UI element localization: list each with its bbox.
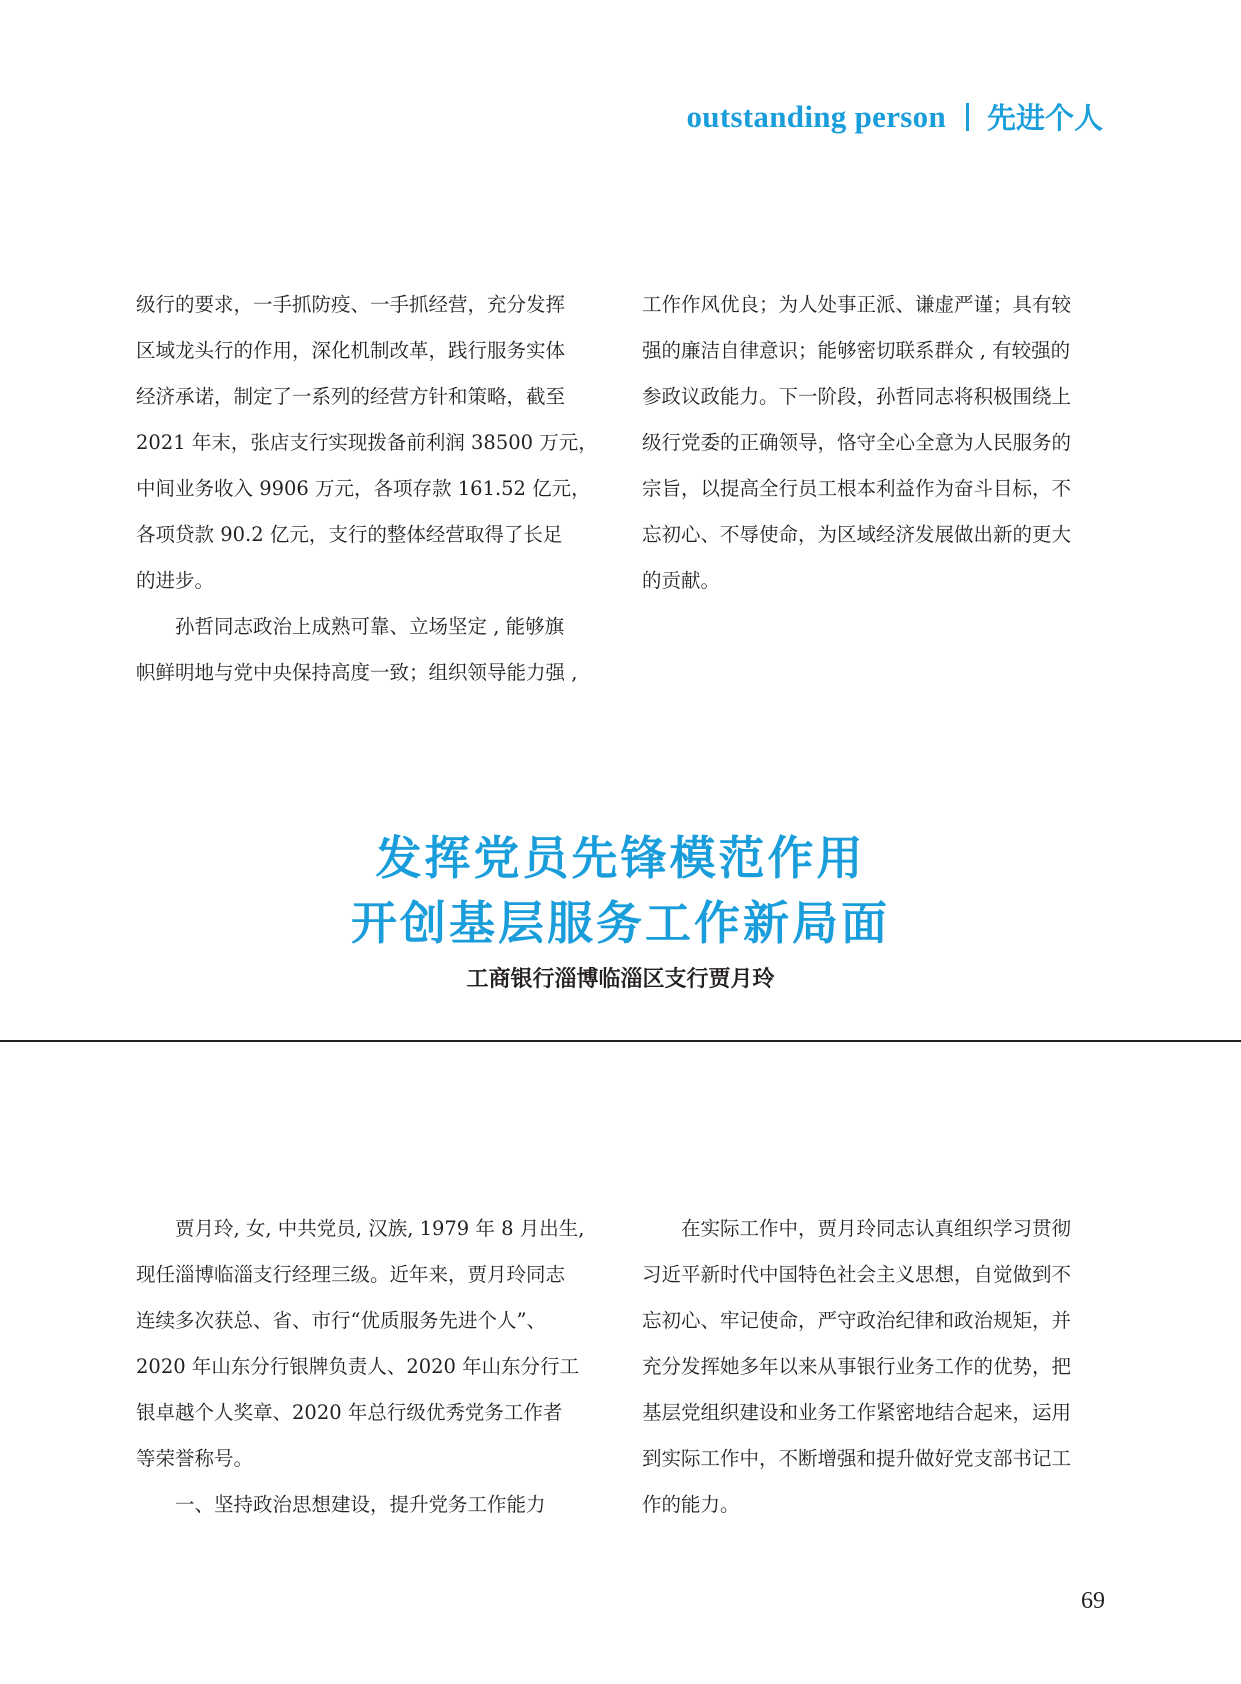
article2-right-column (642, 1206, 1112, 1528)
text-line: 参政议政能力。下一阶段，孙哲同志将积极围绕上 (642, 385, 1072, 408)
text-line: 孙哲同志政治上成熟可靠、立场坚定 , 能够旗 (175, 615, 565, 638)
text-line: 2021 年末，张店支行实现拨备前利润 38500 万元， (136, 431, 598, 454)
text-line: 忘初心、不辱使命，为区域经济发展做出新的更大 (642, 523, 1072, 546)
page-number: 69 (1081, 1588, 1105, 1614)
article1-left-column (136, 282, 606, 696)
text-line: 习近平新时代中国特色社会主义思想，自觉做到不 (642, 1263, 1072, 1286)
header-divider (966, 103, 969, 131)
section-header (686, 96, 1103, 137)
text-line: 到实际工作中，不断增强和提升做好党支部书记工 (642, 1447, 1072, 1470)
text-line: 2020 年山东分行银牌负责人、2020 年山东分行工 (136, 1355, 580, 1378)
text-line: 的进步。 (136, 569, 215, 592)
byline: 工商银行淄博临淄区支行贾月玲 (466, 967, 775, 992)
text-line: 现任淄博临淄支行经理三级。近年来，贾月玲同志 (136, 1263, 566, 1286)
section-heading: 一、坚持政治思想建设，提升党务工作能力 (175, 1493, 546, 1516)
text-line: 级行党委的正确领导，恪守全心全意为人民服务的 (642, 431, 1072, 454)
text-line: 的贡献。 (642, 569, 721, 592)
section-divider (0, 1040, 1241, 1042)
article2-left-column (136, 1206, 606, 1528)
text-line: 忘初心、牢记使命，严守政治纪律和政治规矩，并 (642, 1309, 1072, 1332)
text-line: 帜鲜明地与党中央保持高度一致；组织领导能力强 , (136, 661, 578, 684)
section-label-chinese: 先进个人 (986, 101, 1103, 135)
text-line: 区域龙头行的作用，深化机制改革，践行服务实体 (136, 339, 566, 362)
text-line: 基层党组织建设和业务工作紧密地结合起来，运用 (642, 1401, 1072, 1424)
text-line: 各项贷款 90.2 亿元，支行的整体经营取得了长足 (136, 523, 563, 546)
text-line: 作的能力。 (642, 1493, 740, 1516)
text-line: 经济承诺，制定了一系列的经营方针和策略，截至 (136, 385, 566, 408)
text-line: 工作作风优良；为人处事正派、谦虚严谨；具有较 (642, 293, 1072, 316)
article1-right-column (642, 282, 1112, 604)
text-line: 在实际工作中，贾月玲同志认真组织学习贯彻 (681, 1217, 1072, 1240)
text-line: 银卓越个人奖章、2020 年总行级优秀党务工作者 (136, 1401, 563, 1424)
text-line: 宗旨，以提高全行员工根本利益作为奋斗目标，不 (642, 477, 1072, 500)
headline-line-2: 开创基层服务工作新局面 (351, 896, 890, 950)
text-line: 等荣誉称号。 (136, 1447, 254, 1470)
section-label-english: outstanding person (686, 98, 946, 134)
text-line: 强的廉洁自律意识；能够密切联系群众 , 有较强的 (642, 339, 1071, 362)
text-line: 贾月玲, 女, 中共党员, 汉族, 1979 年 8 月出生, (175, 1217, 585, 1240)
headline-line-1: 发挥党员先锋模范作用 (375, 831, 866, 885)
text-line: 中间业务收入 9906 万元，各项存款 161.52 亿元， (136, 477, 591, 500)
text-line: 级行的要求，一手抓防疫、一手抓经营，充分发挥 (136, 293, 566, 316)
text-line: 充分发挥她多年以来从事银行业务工作的优势，把 (642, 1355, 1072, 1378)
text-line: 连续多次获总、省、市行“优质服务先进个人”、 (136, 1309, 546, 1332)
